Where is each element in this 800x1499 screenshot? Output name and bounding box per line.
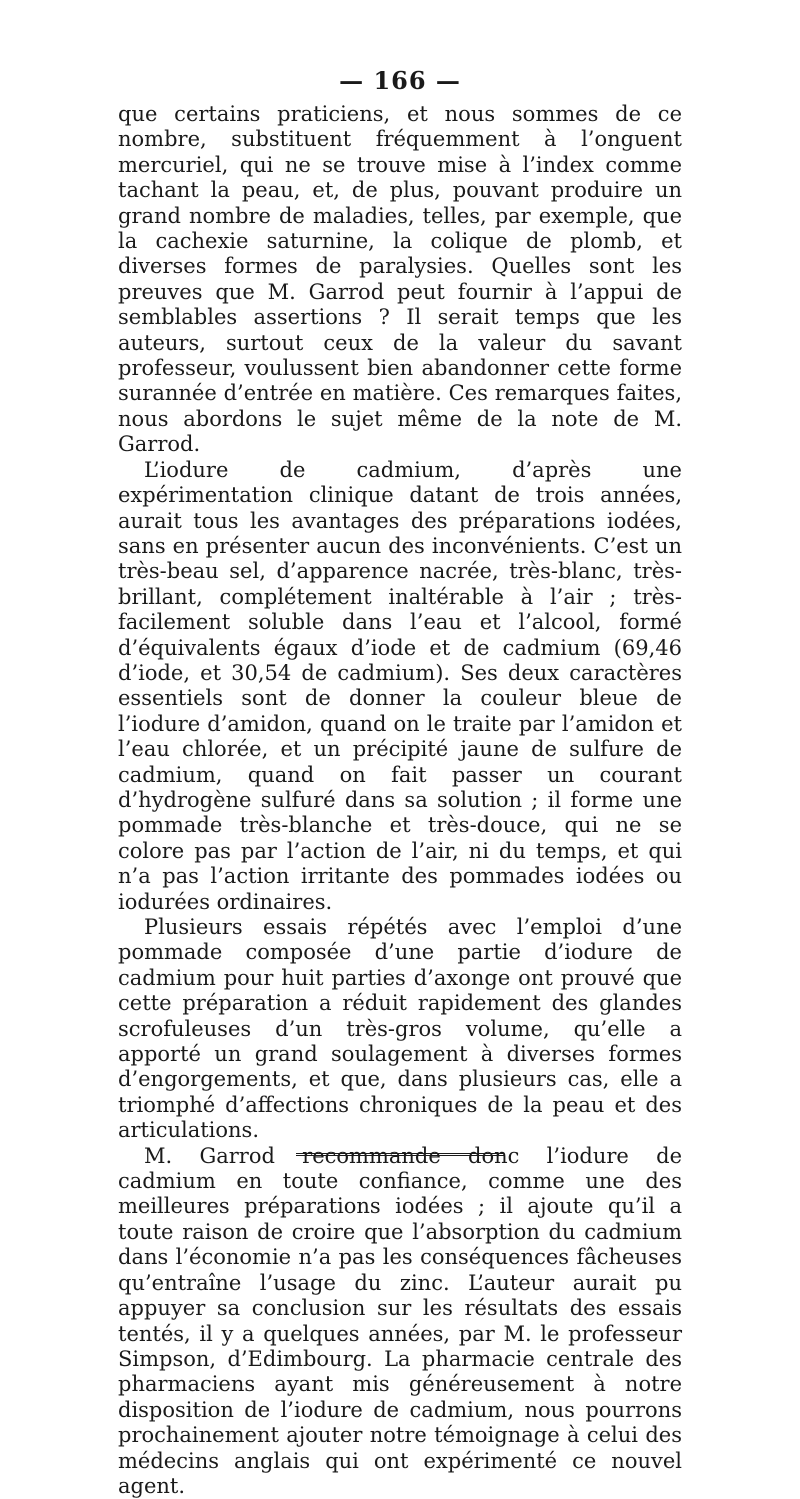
paragraph-2: L’iodure de cadmium, d’après une expérimentation clinique datant de trois années, aurait tous les avantages des préparations iodées, sans en présenter aucun des inconvénients. C’est un très-beau sel, d’apparence nacrée, très-blanc, très-brillant, complétement inaltérable à l’air ; très-facilement soluble dans l’eau et l’alcool, formé d’équivalents égaux d’iode et de cadmium (69,46 d’iode, et 30,54 de cadmium). Ses deux caractères essentiels sont de donner la couleur bleue de l’iodure d’amidon, quand on le traite par l’amidon et l’eau chlorée, et un précipité jaune de sulfure de cadmium, quand on fait passer un courant d’hydrogène sulfuré dans sa solution ; il forme une pommade très-blanche et très-douce, qui ne se colore pas par l’action de l’air, ni du temps, et qui n’a pas l’action irritante des pommades iodées ou iodurées ordinaires.: [118, 457, 682, 914]
paragraph-4: M. Garrod recommande donc l’iodure de cadmium en toute confiance, comme une des meilleures préparations iodées ; il ajoute qu’il a toute raison de croire que l’absorption du cadmium dans l’économie n’a pas les conséquences fâcheuses qu’entraîne l’usage du zinc. L’auteur aurait pu appuyer sa conclusion sur les résultats des essais tentés, il y a quelques années, par M. le professeur Simpson, d’Edimbourg. La pharmacie centrale des pharmaciens ayant mis généreusement à notre disposition de l’iodure de cadmium, nous pourrons prochainement ajouter notre témoignage à celui des médecins anglais qui ont expérimenté ce nouvel agent.: [118, 1143, 682, 1498]
paragraph-1: que certains praticiens, et nous sommes de ce nombre, substituent fréquemment à l’onguent mercuriel, qui ne se trouve mise à l’index comme tachant la peau, et, de plus, pouvant produire un grand nombre de maladies, telles, par exemple, que la cachexie saturnine, la colique de plomb, et diverses formes de paralysies. Quelles sont les preuves que M. Garrod peut fournir à l’appui de semblables assertions ? Il serait temps que les auteurs, surtout ceux de la valeur du savant professeur, voulussent bien abandonner cette forme surannée d’entrée en matière. Ces remarques faites, nous abordons le sujet même de la note de M. Garrod.: [118, 102, 682, 457]
page-number: — 166 —: [339, 66, 461, 95]
body-text: [118, 102, 682, 1499]
section-end-rule: [296, 1153, 504, 1156]
paragraph-3: Plusieurs essais répétés avec l’emploi d’une pommade composée d’une partie d’iodure de cadmium pour huit parties d’axonge ont prouvé que cette préparation a réduit rapidement des glandes scrofuleuses d’un très-gros volume, qu’elle a apporté un grand soulagement à diverses formes d’engorgements, et que, dans plusieurs cas, elle a triomphé d’affections chroniques de la peau et des articulations.: [118, 915, 682, 1143]
